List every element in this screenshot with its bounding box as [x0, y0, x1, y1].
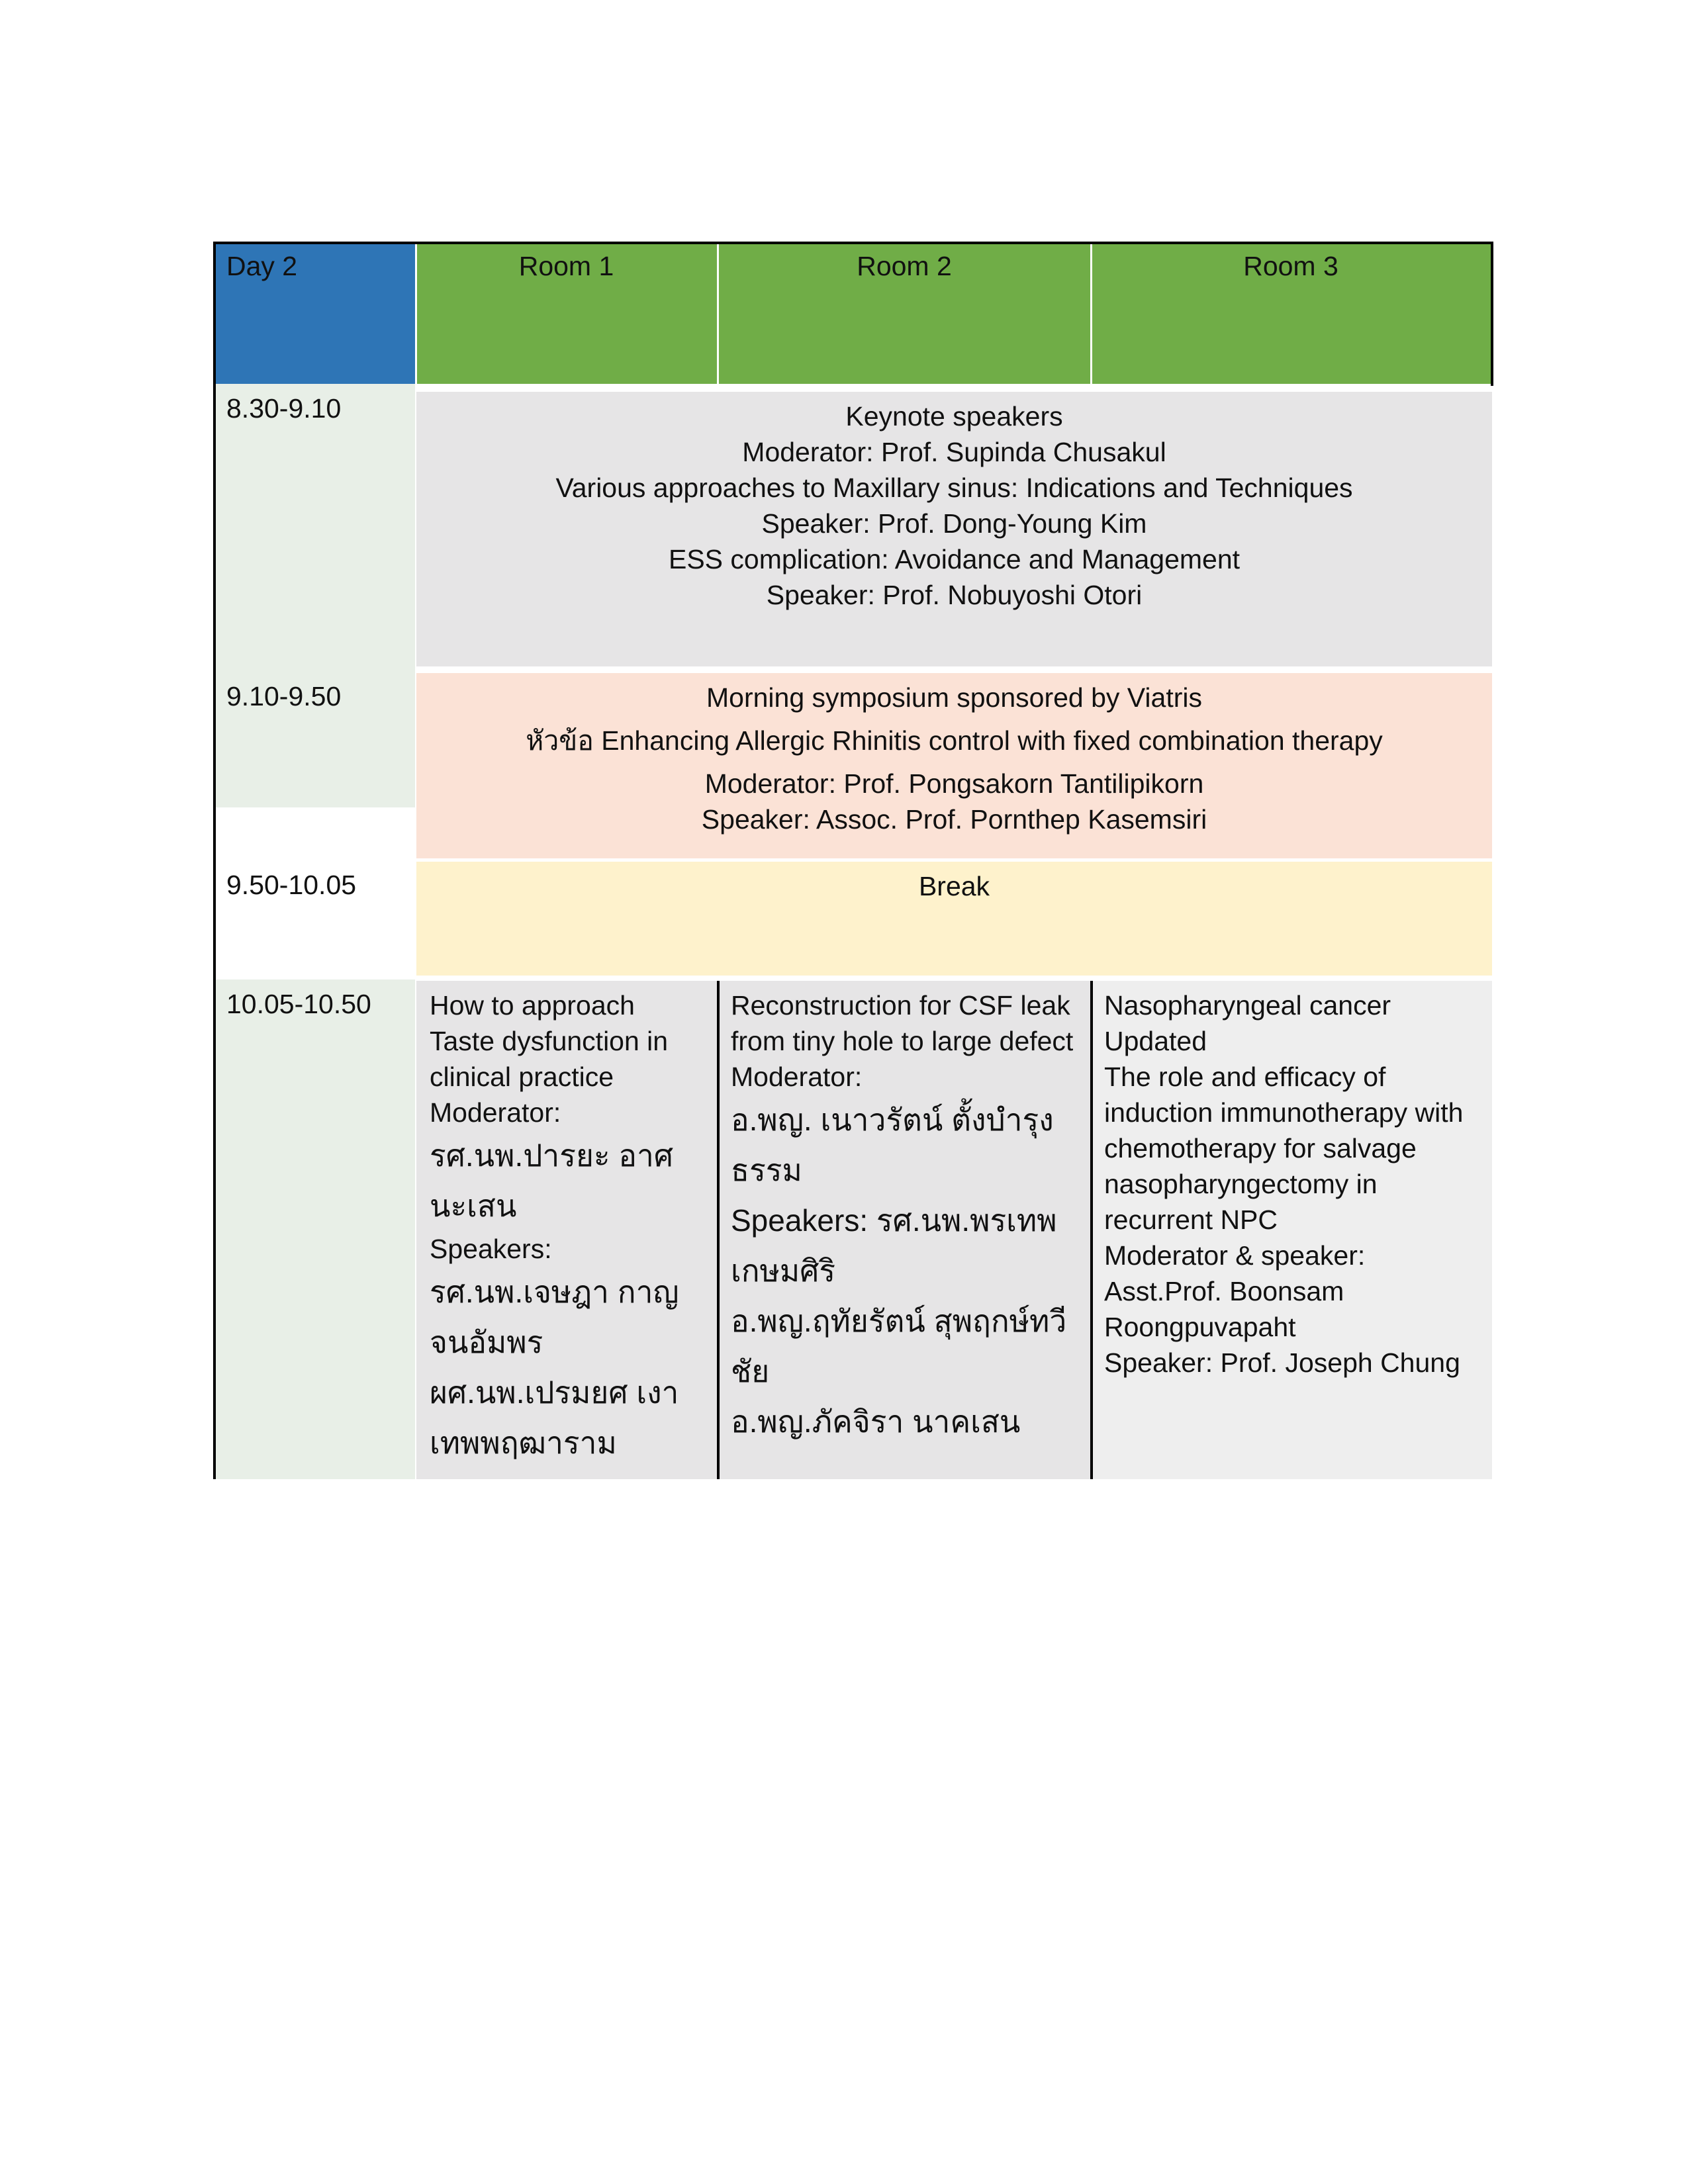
header-room-3	[1091, 242, 1491, 384]
time-label: 10.05-10.50	[226, 989, 371, 1019]
session-2-speaker-3: อ.พญ.ภัคจิรา นาคเสน	[731, 1404, 1021, 1439]
session-room-3	[1091, 981, 1492, 1479]
keynote-cell	[416, 392, 1492, 666]
schedule-table	[213, 242, 1493, 1479]
symposium-cell	[416, 673, 1492, 858]
table-right-border	[1491, 242, 1493, 386]
header-room-2	[718, 242, 1091, 384]
day-label: Day 2	[226, 251, 298, 281]
table-top-border	[213, 242, 1493, 244]
session-1-speaker-1: รศ.นพ.เจษฎา กาญจนอัมพร	[430, 1275, 679, 1359]
session-3-subtopic: The role and efficacy of induction immunotherapy with chemotherapy for salvage nasopharyngectomy in recurrent NPC	[1104, 1062, 1464, 1235]
session-1-topic: How to approach Taste dysfunction in clinical practice	[430, 990, 669, 1092]
symposium-title: Morning symposium sponsored by Viatris	[706, 682, 1202, 713]
room-1-label: Room 1	[518, 251, 614, 281]
session-2-speaker-2: อ.พญ.ฤทัยรัตน์ สุพฤกษ์ทวีชัย	[731, 1304, 1067, 1388]
session-1-moderator: รศ.นพ.ปารยะ อาศนะเสน	[430, 1138, 674, 1223]
keynote-speaker-1: Speaker: Prof. Dong-Young Kim	[761, 508, 1147, 539]
session-divider-1	[717, 981, 720, 1479]
header-room-1	[415, 242, 718, 384]
header-separator-2	[717, 242, 719, 384]
session-3-speaker: Speaker: Prof. Joseph Chung	[1104, 1347, 1460, 1378]
session-2-speakers-label: Speakers:	[731, 1203, 868, 1238]
session-2-topic: Reconstruction for CSF leak from tiny hole to large defect	[731, 990, 1074, 1056]
keynote-moderator: Moderator: Prof. Supinda Chusakul	[742, 437, 1166, 467]
room-3-label: Room 3	[1243, 251, 1338, 281]
time-label: 8.30-9.10	[226, 393, 342, 424]
session-2-moderator-label: Moderator:	[731, 1062, 863, 1092]
keynote-speaker-2: Speaker: Prof. Nobuyoshi Otori	[766, 580, 1143, 610]
symposium-topic: หัวข้อ Enhancing Allergic Rhinitis control with fixed combination therapy	[526, 725, 1383, 756]
session-3-moderator-speaker: Moderator & speaker: Asst.Prof. Boonsam Roongpuvapaht	[1104, 1240, 1366, 1342]
keynote-title: Keynote speakers	[845, 401, 1063, 432]
session-divider-2	[1090, 981, 1093, 1479]
session-room-2	[718, 981, 1091, 1479]
session-1-moderator-label: Moderator:	[430, 1097, 561, 1128]
room-2-label: Room 2	[857, 251, 952, 281]
keynote-topic-2: ESS complication: Avoidance and Management	[668, 544, 1241, 574]
break-label: Break	[918, 871, 990, 901]
session-2-speakers	[731, 1195, 1078, 1296]
time-symposium	[213, 672, 415, 725]
table-left-border	[213, 242, 216, 1479]
session-room-1	[416, 981, 718, 1479]
keynote-topic-1: Various approaches to Maxillary sinus: Indications and Techniques	[555, 473, 1353, 503]
time-break	[213, 860, 415, 913]
session-1-speaker-2: ผศ.นพ.เปรมยศ เงาเทพพฤฒาราม	[430, 1375, 679, 1460]
time-label: 9.10-9.50	[226, 681, 342, 711]
symposium-moderator: Moderator: Prof. Pongsakorn Tantilipikorn	[704, 768, 1204, 799]
header-day-cell	[213, 242, 415, 384]
break-cell	[416, 862, 1492, 976]
session-3-topic: Nasopharyngeal cancer Updated	[1104, 990, 1391, 1056]
time-cell-keynote	[213, 384, 415, 807]
session-2-speaker-1: รศ.นพ.พรเทพ เกษมศิริ	[731, 1203, 1057, 1288]
session-2-moderator: อ.พญ. เนาวรัตน์ ตั้งบำรุงธรรม	[731, 1103, 1054, 1187]
time-label: 9.50-10.05	[226, 870, 357, 900]
header-separator-1	[415, 242, 417, 384]
time-cell-sessions	[213, 979, 415, 1479]
header-separator-3	[1090, 242, 1092, 384]
symposium-speaker: Speaker: Assoc. Prof. Pornthep Kasemsiri	[701, 804, 1207, 835]
session-1-speakers-label: Speakers:	[430, 1234, 552, 1264]
